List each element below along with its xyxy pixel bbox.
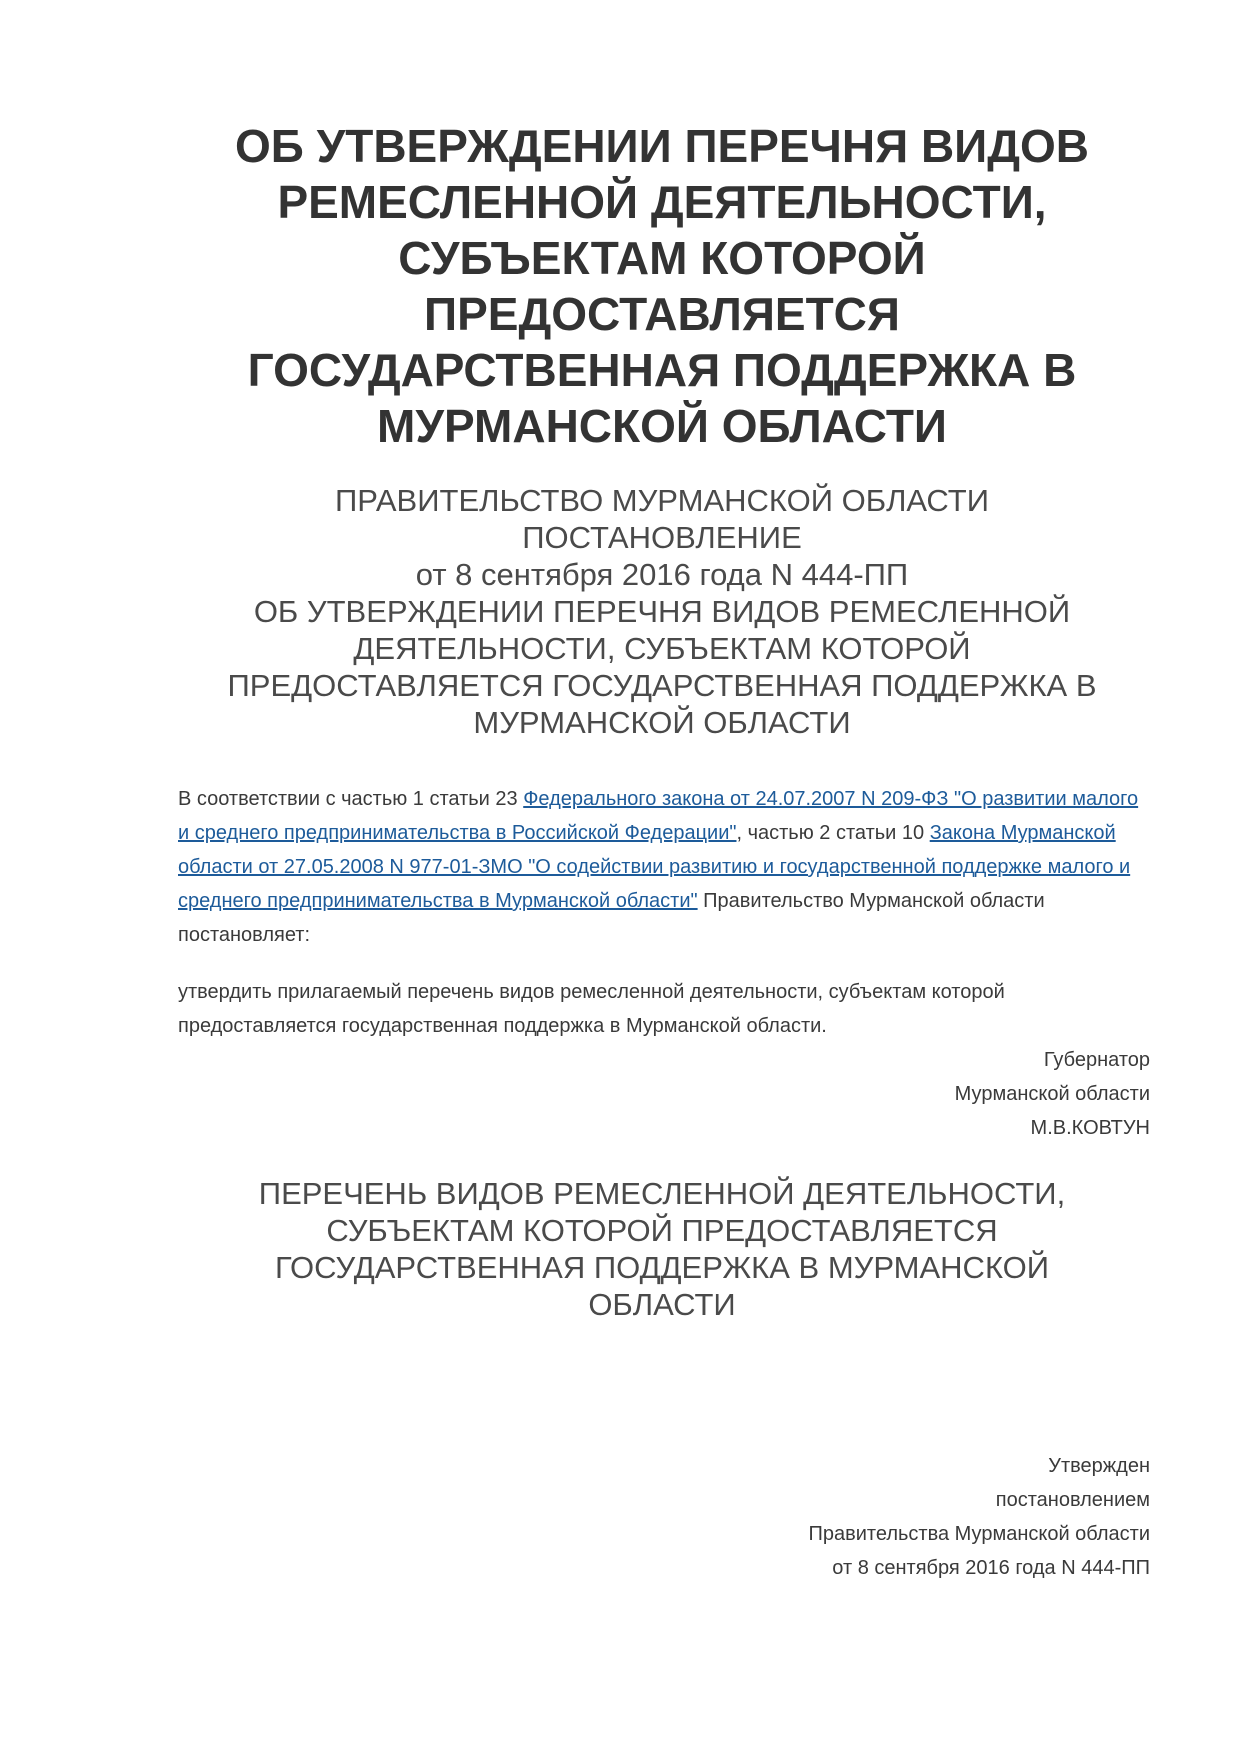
approval-line: постановлением bbox=[995, 1489, 1150, 1511]
preamble-paragraph bbox=[178, 782, 1153, 952]
document-subject-line: ОБ УТВЕРЖДЕНИИ ПЕРЕЧНЯ ВИДОВ РЕМЕСЛЕННОЙ bbox=[253, 594, 1071, 629]
document-subject-line: МУРМАНСКОЙ ОБЛАСТИ bbox=[473, 705, 851, 740]
resolution-paragraph: утвердить прилагаемый перечень видов ремесленной деятельности, субъектам которой предоставляется государственная поддержка в Мурманской области. bbox=[178, 981, 1005, 1037]
title-line: ОБ УТВЕРЖДЕНИИ ПЕРЕЧНЯ ВИДОВ bbox=[234, 120, 1089, 172]
federal-law-link[interactable]: Федерального закона от 24.07.2007 N 209-ФЗ "О развитии малого и среднего предпринимательства в Российской Федерации" bbox=[178, 788, 1139, 844]
approval-block bbox=[809, 1449, 1150, 1585]
signatory-region: Мурманской области bbox=[954, 1083, 1150, 1105]
signature-block bbox=[955, 1043, 1150, 1145]
approval-line: от 8 сентября 2016 года N 444-ПП bbox=[832, 1557, 1150, 1579]
document-title bbox=[178, 118, 1146, 454]
document-subject-line: ДЕЯТЕЛЬНОСТИ, СУБЪЕКТАМ КОТОРОЙ bbox=[353, 631, 971, 666]
regional-law-link[interactable]: Закона Мурманской области от 27.05.2008 N 977-01-ЗМО "О содействии развитию и государственной поддержке малого и среднего предпринимательства в Мурманской области" bbox=[178, 822, 1131, 912]
list-title-line: СУБЪЕКТАМ КОТОРОЙ ПРЕДОСТАВЛЯЕТСЯ bbox=[326, 1213, 998, 1248]
approval-line: Утвержден bbox=[1048, 1455, 1150, 1477]
signatory-position: Губернатор bbox=[1043, 1049, 1150, 1071]
approval-line: Правительства Мурманской области bbox=[808, 1523, 1150, 1545]
list-title-line: ПЕРЕЧЕНЬ ВИДОВ РЕМЕСЛЕННОЙ ДЕЯТЕЛЬНОСТИ, bbox=[258, 1176, 1066, 1211]
preamble-text: В соответствии с частью 1 статьи 23 bbox=[178, 788, 524, 810]
list-title-line: ГОСУДАРСТВЕННАЯ ПОДДЕРЖКА В МУРМАНСКОЙ bbox=[274, 1250, 1050, 1285]
issuing-authority: ПРАВИТЕЛЬСТВО МУРМАНСКОЙ ОБЛАСТИ bbox=[334, 483, 989, 518]
signatory-name: М.В.КОВТУН bbox=[1030, 1117, 1150, 1139]
document-subject-line: ПРЕДОСТАВЛЯЕТСЯ ГОСУДАРСТВЕННАЯ ПОДДЕРЖКА В bbox=[227, 668, 1097, 703]
title-line: ГОСУДАРСТВЕННАЯ ПОДДЕРЖКА В bbox=[247, 344, 1077, 396]
list-title-line: ОБЛАСТИ bbox=[588, 1287, 736, 1322]
title-line: ПРЕДОСТАВЛЯЕТСЯ bbox=[424, 288, 900, 340]
document-header bbox=[178, 482, 1146, 741]
document-type: ПОСТАНОВЛЕНИЕ bbox=[522, 520, 802, 555]
preamble-text: , частью 2 статьи 10 bbox=[736, 822, 930, 844]
preamble-text: Правительство Мурманской области постановляет: bbox=[178, 890, 1045, 946]
document-date-number: от 8 сентября 2016 года N 444-ПП bbox=[415, 557, 909, 592]
title-line: МУРМАНСКОЙ ОБЛАСТИ bbox=[377, 400, 947, 452]
title-line: СУБЪЕКТАМ КОТОРОЙ bbox=[398, 232, 926, 284]
title-line: РЕМЕСЛЕННОЙ ДЕЯТЕЛЬНОСТИ, bbox=[277, 176, 1047, 228]
list-title bbox=[178, 1175, 1146, 1323]
